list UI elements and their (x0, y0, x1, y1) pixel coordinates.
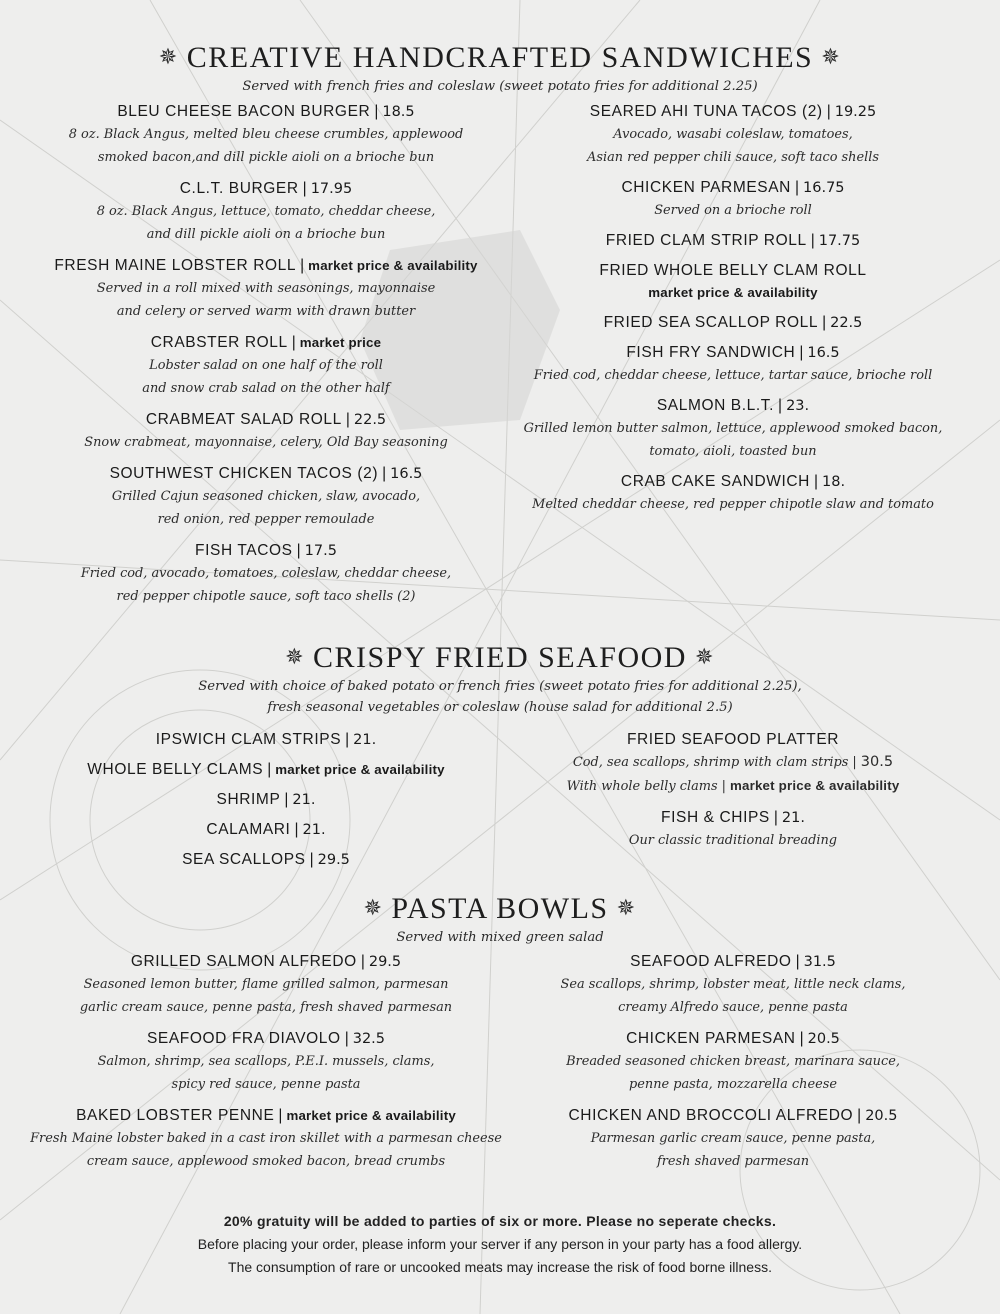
menu-item (18, 540, 514, 608)
item-price: 31.5 (803, 954, 836, 970)
menu-item (18, 1028, 514, 1096)
item-description: Grilled Cajun seasoned chicken, slaw, avocado, (111, 489, 421, 504)
price-separator: | (294, 821, 299, 838)
item-description: and dill pickle aioli on a brioche bun (146, 227, 386, 242)
item-price: 21. (292, 792, 316, 808)
menu-item-line (488, 230, 978, 252)
item-name: C.L.T. BURGER (179, 180, 299, 197)
item-name: FISH FRY SANDWICH (626, 344, 796, 361)
item-description: 8 oz. Black Angus, lettuce, tomato, cheddar cheese, (96, 204, 436, 219)
menu-item-line (488, 395, 978, 417)
allergy-notice: Before placing your order, please inform your server if any person in your party has a food allergy. (197, 1236, 803, 1252)
item-description: Fried cod, cheddar cheese, lettuce, tartar sauce, brioche roll (533, 368, 933, 383)
menu-item (488, 101, 978, 169)
section-subtitle: Served with choice of baked potato or french fries (sweet potato fries for additional 2.25), (198, 679, 802, 694)
item-price: 23. (786, 398, 810, 414)
price-separator: | (267, 761, 272, 778)
item-price: 21. (353, 732, 377, 748)
menu-item-line (18, 951, 514, 973)
fried-seafood-right-column (488, 729, 978, 861)
item-description: Seasoned lemon butter, flame grilled salmon, parmesan (83, 977, 449, 992)
item-price: 18.5 (382, 104, 415, 120)
price-separator: | (852, 755, 857, 770)
menu-item-line (18, 819, 514, 841)
market-price-note: market price & availability (648, 285, 818, 300)
menu-item-line (18, 463, 514, 485)
menu-item-line (488, 951, 978, 973)
item-description: garlic cream sauce, penne pasta, fresh shaved parmesan (79, 1000, 453, 1015)
menu-item-line (488, 342, 978, 364)
market-price-note: market price & availability (308, 258, 478, 273)
item-price: 16.5 (390, 466, 423, 482)
section-header-fried-seafood (0, 640, 1000, 718)
item-description: red pepper chipotle sauce, soft taco shells (2) (116, 589, 416, 604)
section-header-pasta-bowls (0, 891, 1000, 948)
menu-item-line (18, 729, 514, 751)
compass-rose-icon: ✵ (616, 896, 637, 921)
item-price: 20.5 (865, 1108, 898, 1124)
market-price-note-line (488, 282, 978, 304)
menu-footer (0, 1210, 1000, 1279)
price-separator: | (799, 344, 804, 361)
option-text: Cod, sea scallops, shrimp with clam strips (572, 755, 849, 770)
item-price: 22.5 (830, 315, 863, 331)
item-description: Our classic traditional breading (628, 833, 838, 848)
item-option (488, 751, 978, 774)
menu-item-line (488, 312, 978, 334)
menu-item (18, 101, 514, 169)
item-description: red onion, red pepper remoulade (157, 512, 375, 527)
item-name: SHRIMP (216, 791, 281, 808)
menu-item (18, 255, 514, 323)
menu-item-line (18, 1028, 514, 1050)
compass-rose-icon: ✵ (821, 45, 842, 70)
item-price: 22.5 (353, 412, 387, 428)
item-description: Lobster salad on one half of the roll (149, 358, 383, 373)
item-price: 29.5 (317, 852, 350, 868)
item-price: 32.5 (352, 1031, 386, 1047)
item-description: and celery or served warm with drawn butter (116, 304, 416, 319)
menu-item (18, 729, 514, 751)
section-subtitle: Served with mixed green salad (396, 930, 604, 945)
menu-item (488, 312, 978, 334)
item-description: 8 oz. Black Angus, melted bleu cheese crumbles, applewood (68, 127, 464, 142)
menu-item-line (18, 759, 514, 781)
item-name: CRABMEAT SALAD ROLL (145, 411, 342, 428)
item-name: FRIED WHOLE BELLY CLAM ROLL (599, 262, 867, 279)
price-separator: | (822, 314, 827, 331)
menu-item (18, 819, 514, 841)
menu-item (488, 471, 978, 516)
item-name: FRESH MAINE LOBSTER ROLL (54, 257, 297, 274)
item-description: Avocado, wasabi coleslaw, tomatoes, (613, 127, 853, 142)
menu-item (488, 1028, 978, 1096)
item-price: 17.5 (304, 543, 337, 559)
item-name: CRABSTER ROLL (150, 334, 288, 351)
item-description: fresh shaved parmesan (657, 1154, 809, 1169)
section-header-sandwiches (0, 40, 1000, 97)
menu-item-line (488, 471, 978, 493)
item-name: FRIED CLAM STRIP ROLL (605, 232, 807, 249)
section-title: CREATIVE HANDCRAFTED SANDWICHES (186, 41, 814, 74)
menu-item (18, 409, 514, 454)
item-description: Grilled lemon butter salmon, lettuce, applewood smoked bacon, (523, 421, 943, 436)
item-price: 16.75 (803, 180, 845, 196)
item-price: 19.25 (834, 104, 877, 120)
item-price: 21. (302, 822, 326, 838)
item-option (488, 774, 978, 798)
menu-item (18, 849, 514, 871)
price-separator: | (721, 779, 726, 794)
item-description: Snow crabmeat, mayonnaise, celery, Old Bay seasoning (84, 435, 448, 450)
menu-item (18, 1105, 514, 1173)
menu-item-line (488, 101, 978, 123)
menu-item (18, 178, 514, 246)
item-price: 18. (822, 474, 846, 490)
price-separator: | (773, 809, 778, 826)
item-name: FRIED SEA SCALLOP ROLL (603, 314, 819, 331)
section-subtitle: Served with french fries and coleslaw (sweet potato fries for additional 2.25) (242, 79, 758, 94)
compass-rose-icon: ✵ (694, 645, 715, 670)
item-price: 20.5 (807, 1031, 840, 1047)
item-description: and snow crab salad on the other half (142, 381, 390, 396)
menu-item-line (18, 255, 514, 277)
market-price-note: market price & availability (729, 778, 900, 793)
menu-item (488, 177, 978, 222)
menu-item (488, 395, 978, 463)
item-description: Fried cod, avocado, tomatoes, coleslaw, cheddar cheese, (80, 566, 452, 581)
option-text: With whole belly clams (566, 779, 718, 794)
compass-rose-icon: ✵ (158, 45, 179, 70)
compass-rose-icon: ✵ (363, 896, 384, 921)
item-name: SEAFOOD FRA DIAVOLO (146, 1030, 341, 1047)
menu-item (488, 260, 978, 304)
section-title: PASTA BOWLS (391, 892, 609, 925)
market-price-note: market price & availability (275, 762, 445, 777)
menu-item (488, 1105, 978, 1173)
item-description: Parmesan garlic cream sauce, penne pasta, (590, 1131, 876, 1146)
item-description: penne pasta, mozzarella cheese (629, 1077, 837, 1092)
item-description: smoked bacon,and dill pickle aioli on a brioche bun (97, 150, 435, 165)
menu-item-line (488, 807, 978, 829)
sandwiches-left-column (18, 101, 514, 617)
item-name: SEA SCALLOPS (182, 851, 306, 868)
item-price: 17.95 (310, 181, 353, 197)
item-name: CALAMARI (206, 821, 291, 838)
item-description: Salmon, shrimp, sea scallops, P.E.I. mussels, clams, (97, 1054, 435, 1069)
price-separator: | (296, 542, 301, 559)
pasta-right-column (488, 951, 978, 1182)
price-separator: | (302, 180, 307, 197)
menu-item (18, 759, 514, 781)
item-name: GRILLED SALMON ALFREDO (130, 953, 357, 970)
item-description: creamy Alfredo sauce, penne pasta (618, 1000, 848, 1015)
menu-item-line (18, 789, 514, 811)
price-separator: | (374, 103, 379, 120)
item-price: 29.5 (368, 954, 402, 970)
price-separator: | (345, 411, 350, 428)
menu-item-line (18, 1105, 514, 1127)
price-separator: | (291, 334, 296, 351)
menu-item-line (18, 540, 514, 562)
menu-item (488, 729, 978, 798)
item-description: cream sauce, applewood smoked bacon, bread crumbs (86, 1154, 446, 1169)
price-separator: | (794, 179, 800, 196)
sandwiches-right-column (488, 101, 978, 524)
price-separator: | (382, 465, 387, 482)
menu-item-line (18, 409, 514, 431)
option-price: 30.5 (860, 754, 894, 770)
menu-item-line (18, 101, 514, 123)
menu-item (488, 342, 978, 387)
item-price: 17.75 (818, 233, 861, 249)
menu-item (488, 807, 978, 852)
price-separator: | (813, 473, 819, 490)
price-separator: | (284, 791, 289, 808)
price-separator: | (309, 851, 314, 868)
item-description: spicy red sauce, penne pasta (171, 1077, 361, 1092)
price-separator: | (826, 103, 831, 120)
item-price: 21. (781, 810, 805, 826)
item-name: BAKED LOBSTER PENNE (76, 1107, 275, 1124)
item-name: CHICKEN AND BROCCOLI ALFREDO (568, 1107, 854, 1124)
menu-item-line (18, 178, 514, 200)
fried-seafood-left-column (18, 729, 514, 879)
price-separator: | (795, 953, 800, 970)
price-separator: | (810, 232, 815, 249)
item-name: FISH & CHIPS (661, 809, 770, 826)
item-description: Served in a roll mixed with seasonings, mayonnaise (96, 281, 436, 296)
item-price: 16.5 (807, 345, 840, 361)
menu-item-line (488, 260, 978, 282)
item-name: SEAFOOD ALFREDO (630, 953, 792, 970)
item-description: Sea scallops, shrimp, lobster meat, little neck clams, (560, 977, 906, 992)
menu-item (488, 230, 978, 252)
menu-item-line (488, 1028, 978, 1050)
menu-item (18, 789, 514, 811)
item-name: WHOLE BELLY CLAMS (87, 761, 264, 778)
compass-rose-icon: ✵ (285, 645, 306, 670)
item-name: SOUTHWEST CHICKEN TACOS (2) (109, 465, 379, 482)
menu-item (18, 463, 514, 531)
pasta-left-column (18, 951, 514, 1182)
menu-item-line (488, 1105, 978, 1127)
item-description: Melted cheddar cheese, red pepper chipotle slaw and tomato (532, 497, 934, 512)
menu-item (18, 951, 514, 1019)
price-separator: | (278, 1107, 283, 1124)
item-description: tomato, aioli, toasted bun (649, 444, 817, 459)
menu-item-line (18, 332, 514, 354)
menu-item (18, 332, 514, 400)
item-name: CRAB CAKE SANDWICH (620, 473, 810, 490)
price-separator: | (345, 731, 350, 748)
market-price-note: market price & availability (286, 1108, 456, 1123)
menu-item-line (18, 849, 514, 871)
item-name: CHICKEN PARMESAN (626, 1030, 796, 1047)
price-separator: | (344, 1030, 349, 1047)
item-description: Breaded seasoned chicken breast, marinara sauce, (566, 1054, 900, 1069)
market-price-note: market price (299, 335, 382, 350)
item-name: IPSWICH CLAM STRIPS (155, 731, 342, 748)
menu-item-line (488, 177, 978, 199)
price-separator: | (799, 1030, 804, 1047)
item-name: BLEU CHEESE BACON BURGER (117, 103, 371, 120)
menu-item (488, 951, 978, 1019)
price-separator: | (857, 1107, 862, 1124)
item-description: Fresh Maine lobster baked in a cast iron skillet with a parmesan cheese (30, 1131, 502, 1146)
food-safety-warning: The consumption of rare or uncooked meats may increase the risk of food borne illness. (228, 1259, 772, 1275)
price-separator: | (360, 953, 365, 970)
menu-item-line (488, 729, 978, 751)
item-name: FRIED SEAFOOD PLATTER (626, 731, 840, 748)
item-name: CHICKEN PARMESAN (621, 179, 791, 196)
item-name: SALMON B.L.T. (656, 397, 775, 414)
item-name: FISH TACOS (195, 542, 293, 559)
gratuity-notice: 20% gratuity will be added to parties of six or more. Please no seperate checks. (223, 1213, 777, 1229)
section-title: CRISPY FRIED SEAFOOD (313, 641, 687, 674)
item-name: SEARED AHI TUNA TACOS (2) (589, 103, 823, 120)
price-separator: | (778, 397, 783, 414)
item-description: Served on a brioche roll (654, 203, 812, 218)
item-description: Asian red pepper chili sauce, soft taco shells (587, 150, 879, 165)
section-subtitle: fresh seasonal vegetables or coleslaw (house salad for additional 2.5) (267, 700, 733, 715)
price-separator: | (300, 257, 305, 274)
